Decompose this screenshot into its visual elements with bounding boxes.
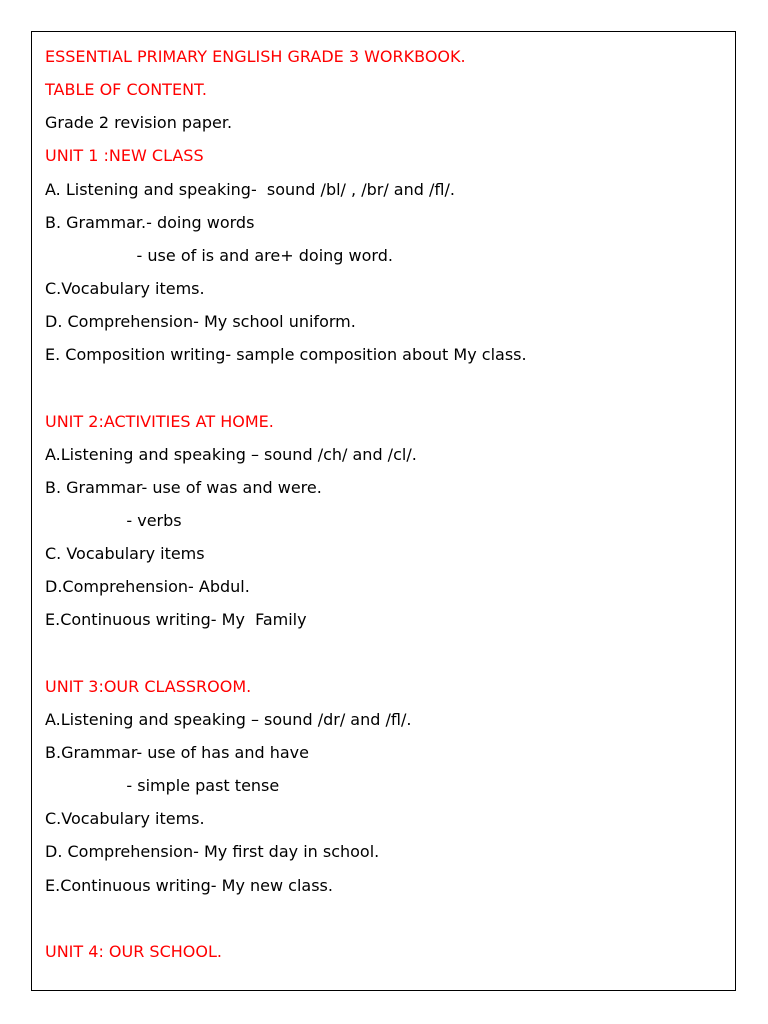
unit-2-item: B. Grammar- use of was and were. — [45, 477, 322, 497]
unit-2-item: D.Comprehension- Abdul. — [45, 577, 250, 597]
unit-2-heading: UNIT 2:ACTIVITIES AT HOME. — [45, 411, 274, 431]
spacer — [45, 906, 725, 939]
unit-3-item: D. Comprehension- My first day in school. — [45, 842, 380, 862]
unit-3-item: B.Grammar- use of has and have — [45, 742, 309, 762]
spacer — [45, 375, 725, 408]
document-title: ESSENTIAL PRIMARY ENGLISH GRADE 3 WORKBOOK. — [45, 47, 466, 66]
unit-1-heading: UNIT 1 :NEW CLASS — [45, 146, 204, 166]
unit-3-item: E.Continuous writing- My new class. — [45, 875, 333, 895]
unit-1-item: B. Grammar.- doing words — [45, 212, 255, 232]
unit-3-item: C.Vocabulary items. — [45, 809, 205, 829]
unit-2-item: C. Vocabulary items — [45, 544, 205, 564]
unit-1-item: - use of is and are+ doing word. — [45, 245, 393, 265]
unit-2-item: - verbs — [45, 510, 182, 530]
unit-1-item: A. Listening and speaking- sound /bl/ , /br/ and /fl/. — [45, 179, 455, 199]
unit-1-item: C.Vocabulary items. — [45, 278, 205, 298]
unit-1-item: E. Composition writing- sample composition about My class. — [45, 345, 527, 365]
unit-4-heading: UNIT 4: OUR SCHOOL. — [45, 941, 222, 961]
unit-3-item: - simple past tense — [45, 776, 280, 796]
unit-2-item: E.Continuous writing- My Family — [45, 610, 307, 630]
document-content — [45, 44, 725, 972]
unit-2-item: A.Listening and speaking – sound /ch/ and /cl/. — [45, 444, 417, 464]
unit-3-heading: UNIT 3:OUR CLASSROOM. — [45, 676, 252, 696]
revision-entry: Grade 2 revision paper. — [45, 113, 233, 133]
unit-3-item: A.Listening and speaking – sound /dr/ and /fl/. — [45, 709, 412, 729]
unit-1-item: D. Comprehension- My school uniform. — [45, 312, 356, 332]
spacer — [45, 641, 725, 674]
toc-heading: TABLE OF CONTENT. — [45, 80, 207, 100]
